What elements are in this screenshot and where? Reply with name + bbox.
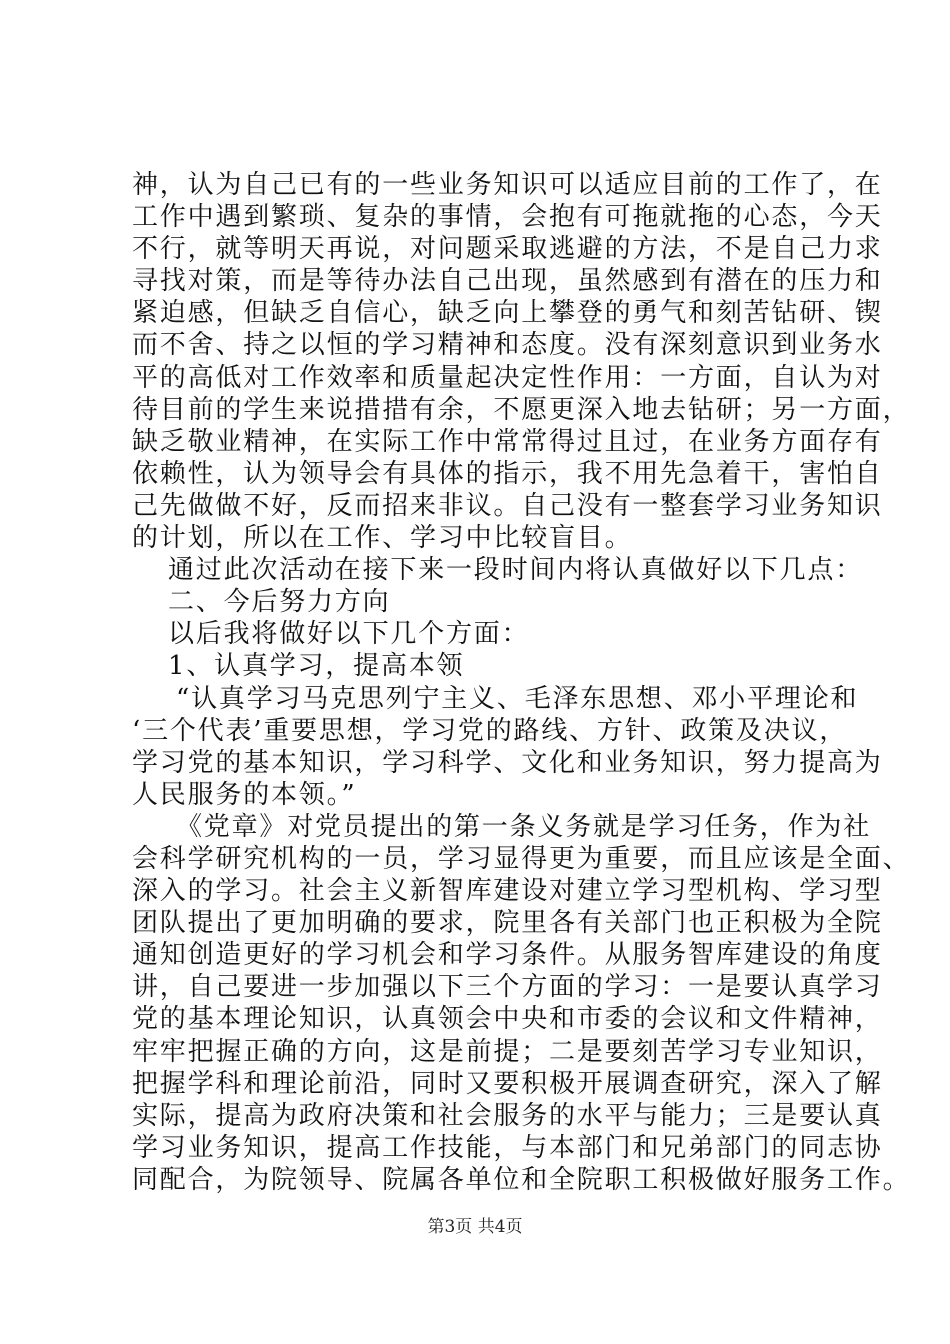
text-line: 平的高低对工作效率和质量起决定性作用：一方面，自认为对	[132, 362, 883, 393]
text-line: 工作中遇到繁琐、复杂的事情，会抱有可拖就拖的心态，今天	[132, 202, 883, 233]
quote-line: 学习党的基本知识，学习科学、文化和业务知识，努力提高为	[132, 747, 883, 778]
paragraph-line: 以后我将做好以下几个方面：	[168, 619, 530, 650]
page-number-footer: 第3页 共4页	[427, 1217, 523, 1237]
document-body	[132, 169, 911, 1196]
text-line: 神，认为自己已有的一些业务知识可以适应目前的工作了，在	[132, 170, 883, 200]
text-line: 而不舍、持之以恒的学习精神和态度。没有深刻意识到业务水	[132, 330, 883, 361]
text-line: 会科学研究机构的一员，学习显得更为重要，而且应该是全面、	[132, 843, 911, 874]
text-line: 寻找对策，而是等待办法自己出现，虽然感到有潜在的压力和	[132, 266, 883, 297]
text-line: 己先做做不好，反而招来非议。自己没有一整套学习业务知识	[132, 490, 883, 521]
quote-line: “认真学习马克思列宁主义、毛泽东思想、邓小平理论和	[176, 683, 859, 714]
text-line: 不行，就等明天再说，对问题采取逃避的方法，不是自己力求	[132, 234, 883, 265]
text-line: 把握学科和理论前沿，同时又要积极开展调查研究，深入了解	[132, 1068, 883, 1099]
section-heading: 二、今后努力方向	[168, 587, 391, 618]
text-line: 牢牢把握正确的方向，这是前提；二是要刻苦学习专业知识，	[132, 1036, 883, 1067]
text-line: 学习业务知识，提高工作技能，与本部门和兄弟部门的同志协	[132, 1132, 883, 1163]
text-line: 党的基本理论知识，认真领会中央和市委的会议和文件精神，	[132, 1004, 883, 1035]
text-line: 实际，提高为政府决策和社会服务的水平与能力；三是要认真	[132, 1100, 883, 1131]
text-line: 通知创造更好的学习机会和学习条件。从服务智库建设的角度	[132, 940, 883, 971]
text-line: 团队提出了更加明确的要求，院里各有关部门也正积极为全院	[132, 908, 883, 939]
text-line: 的计划，所以在工作、学习中比较盲目。	[132, 523, 633, 554]
quote-line: ‘三个代表’重要思想，学习党的路线、方针、政策及决议，	[132, 715, 848, 746]
text-line: 同配合，为院领导、院属各单位和全院职工积极做好服务工作。	[132, 1164, 911, 1195]
paragraph-line: 《党章》对党员提出的第一条义务就是学习任务，作为社	[176, 811, 872, 842]
text-line: 深入的学习。社会主义新智库建设对建立学习型机构、学习型	[132, 876, 883, 907]
text-line: 缺乏敬业精神，在实际工作中常常得过且过，在业务方面存有	[132, 426, 883, 457]
text-line: 依赖性，认为领导会有具体的指示，我不用先急着干，害怕自	[132, 458, 883, 489]
text-line: 讲，自己要进一步加强以下三个方面的学习：一是要认真学习	[132, 972, 883, 1003]
text-line: 紧迫感，但缺乏自信心，缺乏向上攀登的勇气和刻苦钻研、锲	[132, 298, 883, 329]
subsection-heading: 1、认真学习，提高本领	[168, 651, 465, 682]
text-line: 待目前的学生来说措措有余，不愿更深入地去钻研；另一方面，	[132, 394, 911, 425]
paragraph-line: 通过此次活动在接下来一段时间内将认真做好以下几点：	[168, 555, 864, 586]
quote-line: 人民服务的本领。”	[132, 779, 357, 810]
